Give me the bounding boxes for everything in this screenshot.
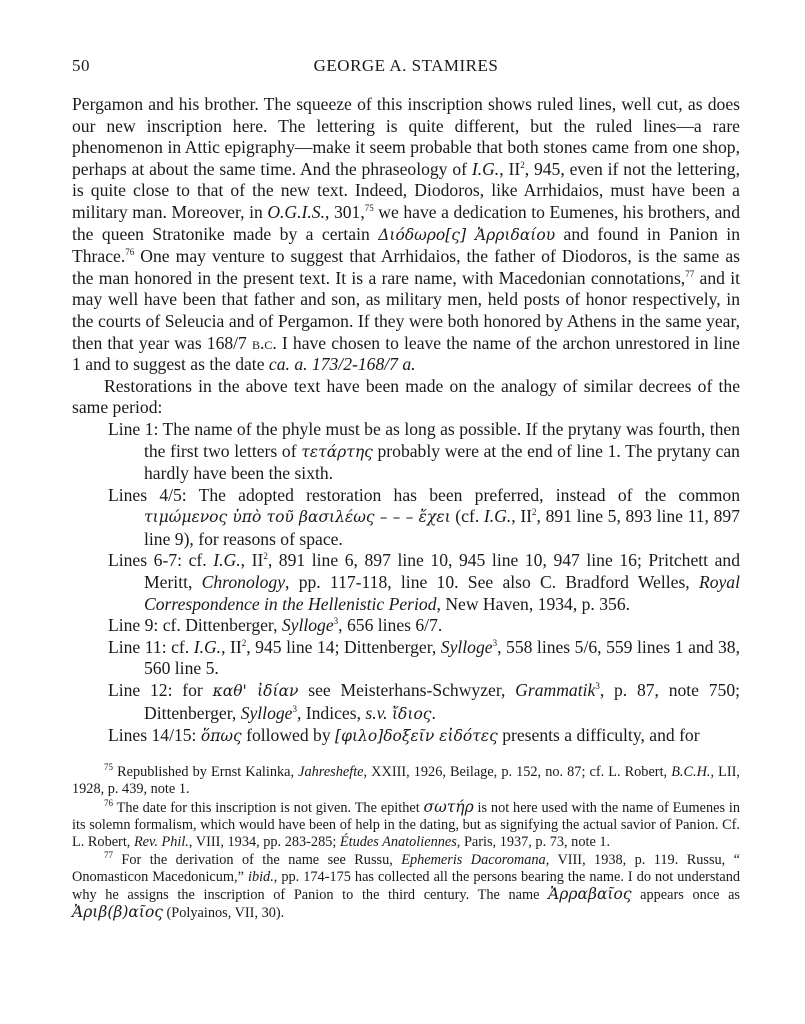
text-run: The date for this inscription is not given. The epithet	[113, 799, 424, 816]
sub-verbo: s.v.	[365, 702, 388, 723]
restoration-line-9	[72, 615, 740, 637]
text-run: for	[172, 680, 213, 701]
greek-text: Ἀρραβαῖος	[548, 884, 632, 903]
citation-ig: I.G.	[213, 550, 241, 571]
restoration-lines-4-5	[72, 485, 740, 551]
text-run: , Paris, 1937, p. 73, note 1.	[456, 833, 611, 850]
text-run: , 945 line 14; Dittenberger,	[246, 636, 441, 657]
text-run: and found in Panion in Thrace.	[72, 223, 740, 267]
restoration-label: Line 12:	[108, 680, 173, 701]
citation-rev-phil: Rev. Phil.	[133, 833, 189, 850]
text-run: , New Haven, 1934, p. 356.	[436, 593, 631, 614]
restoration-line-11	[72, 637, 740, 680]
text-run: The adopted restoration has been preferred, instead of the common	[186, 484, 740, 505]
restoration-label: Line 11:	[108, 636, 167, 657]
citation-sylloge: Sylloge	[281, 615, 334, 636]
restoration-label: Lines 6-7:	[108, 550, 183, 571]
superscript: 3	[333, 616, 339, 627]
text-run: , pp. 117-118, line 10. See also C. Bradford Welles,	[285, 572, 699, 593]
restorations-list	[72, 419, 740, 748]
text-run: , Indices,	[296, 702, 366, 723]
greek-text: [φιλο]δοξεῖν εἰδότες	[335, 727, 498, 746]
superscript: 3	[492, 637, 498, 648]
text-run: (cf.	[450, 506, 484, 527]
text-run: I have chosen to leave the name of the archon unrestored in line 1 and to suggest as the date	[72, 332, 740, 375]
text-run: .	[431, 702, 436, 723]
restoration-label: Lines 14/15:	[108, 725, 197, 746]
text-run: , LII, 1928, p. 439, note 1.	[72, 763, 740, 797]
greek-text: Ἀριβ(β)αῖος	[72, 902, 163, 921]
date-range: ca. a. 173/2-168/7 a.	[268, 354, 416, 375]
superscript: 2	[263, 551, 268, 562]
text-run: , II	[240, 550, 264, 571]
text-run: probably were at the end of line 1. The prytany can hardly have been the sixth.	[144, 440, 740, 484]
ibid: ibid.	[247, 868, 274, 885]
text-run: see Meisterhans-Schwyzer,	[298, 680, 516, 701]
footnote-number: 75	[104, 762, 113, 773]
greek-text: σωτήρ	[423, 797, 474, 816]
superscript: 3	[292, 703, 297, 714]
citation-ephemeris: Ephemeris Dacoromana	[401, 851, 546, 868]
text-run: and it may well have been that father and son, as military men, held posts of honor respectively, in the courts of Seleucia and of Pergamon. If they were both honored by Athens in the same year, then that year was 168/7	[72, 267, 740, 353]
body-text	[72, 94, 740, 419]
text-run: , pp. 174-175 has collected all the persons bearing the name. I do not understand why he assigns the inscription of Panion to the third century. The name	[72, 868, 741, 903]
citation-sylloge: Sylloge	[240, 702, 293, 723]
footnote-ref-76: 76	[125, 247, 135, 258]
text-run: presents a difficulty, and for	[497, 725, 700, 746]
text-run: , 945, even if not the lettering, is quite close to that of the new text. Indeed, Diodoros, like Arrhidaios, must have been a military man. Moreover, in	[72, 158, 740, 222]
citation-chronology: Chronology	[201, 572, 286, 593]
text-run: , II	[511, 506, 533, 527]
greek-text: καθ' ἰδίαν	[212, 682, 299, 701]
text-run: The name of the phyle must be as long as possible. If the prytany was fourth, then the first two letters of	[144, 418, 740, 461]
greek-text: τιμώμενος ὑπὸ τοῦ βασιλέως – – – ἔχει	[144, 508, 451, 527]
text-run: , VIII, 1938, p. 119. Russu, “ Onomasticon Macedonicum,”	[72, 851, 741, 885]
footnote-number: 76	[104, 798, 113, 809]
greek-text: τετάρτης	[301, 442, 373, 461]
citation-etudes-anatoliennes: Études Anatoliennes	[339, 833, 457, 850]
text-run: , XXIII, 1926, Beilage, p. 152, no. 87; cf. L. Robert,	[363, 763, 672, 780]
text-run: (Polyainos, VII, 30).	[162, 904, 285, 921]
superscript: 3	[595, 681, 600, 692]
citation-ogis: O.G.I.S.	[267, 201, 325, 222]
page	[72, 56, 740, 923]
greek-text: Διόδωρο[ς] Ἀρριδαίου	[378, 225, 556, 244]
footnote-76	[72, 799, 740, 851]
citation-ig: I.G.	[471, 158, 500, 179]
footnote-ref-77: 77	[685, 268, 695, 279]
footnote-75	[72, 764, 740, 798]
greek-text: ὅπως	[200, 727, 242, 746]
text-run: For the derivation of the name see Russu,	[113, 851, 402, 868]
restoration-label: Line 9:	[108, 615, 159, 636]
text-run: , VIII, 1934, pp. 283-285;	[188, 833, 340, 850]
restoration-line-12	[72, 680, 740, 725]
text-run: Republished by Ernst Kalinka,	[113, 763, 299, 780]
text-run: , 301,	[325, 201, 365, 222]
paragraph-1	[72, 94, 740, 376]
footnote-number: 77	[104, 850, 113, 861]
running-title: GEORGE A. STAMIRES	[313, 56, 499, 75]
citation-grammatik: Grammatik	[515, 680, 596, 701]
text-run: , II	[221, 636, 242, 657]
text-run: is not here used with the name of Eumenes in its solemn formalism, which would have been of help in the dating, but as signifying the actual savior of Panion. Cf. L. Robert,	[72, 799, 741, 850]
text-run: , 891 line 6, 897 line 10, 945 line 10, 947 line 16; Pritchett and Meritt,	[144, 550, 741, 593]
text-run: One may venture to suggest that Arrhidaios, the father of Diodoros, is the same as the man honored in the present text. It is a rare name, with Macedonian connotations,	[72, 246, 740, 288]
superscript: 2	[241, 637, 247, 648]
restoration-line-1	[72, 419, 740, 485]
running-head	[72, 56, 740, 80]
citation-ig: I.G.	[193, 636, 222, 657]
superscript: 2	[532, 507, 537, 518]
era-bc: b.c.	[251, 332, 277, 353]
text-run: cf. Dittenberger,	[158, 615, 282, 636]
footnote-ref-75: 75	[364, 203, 374, 214]
text-run: , 558 lines 5/6, 559 lines 1 and 38, 560 line 5.	[144, 636, 740, 679]
citation-bch: B.C.H.	[671, 763, 711, 780]
restoration-lines-6-7	[72, 550, 740, 615]
page-number: 50	[72, 56, 90, 75]
citation-jahreshefte: Jahreshefte	[298, 763, 364, 780]
citation-sylloge: Sylloge	[440, 636, 493, 657]
restoration-lines-14-15	[72, 725, 740, 748]
superscript: 2	[520, 159, 525, 170]
text-run: appears once as	[631, 886, 740, 903]
citation-ig: I.G.	[483, 506, 512, 527]
paragraph-2: Restorations in the above text have been made on the analogy of similar decrees of the same period:	[72, 375, 740, 418]
citation-royal-correspondence: Royal Correspondence in the Hellenistic Period	[144, 572, 740, 614]
text-run: , 891 line 5, 893 line 11, 897 line 9), for reasons of space.	[144, 506, 740, 549]
text-run: , p. 87, note 750; Dittenberger,	[144, 680, 741, 723]
text-run: , 656 lines 6/7.	[338, 615, 443, 636]
text-run: cf.	[166, 636, 194, 657]
text-run: cf.	[182, 550, 214, 571]
text-run: Pergamon and his brother. The squeeze of this inscription shows ruled lines, well cut, as does our new inscription here. The lettering is quite different, but the ruled lines—a rare phenomenon in Attic epigraphy—make it seem probable that both stones came from one shop, perhaps at about the same time. And the phraseology of	[72, 94, 740, 179]
text-run: we have a dedication to Eumenes, his brothers, and the queen Stratonike made by a certain	[72, 201, 740, 244]
footnote-77	[72, 852, 740, 922]
restoration-label: Line 1:	[108, 418, 159, 439]
greek-text: ἴδιος	[391, 704, 432, 723]
restoration-label: Lines 4/5:	[108, 484, 187, 505]
text-run: , II	[499, 158, 521, 179]
text-run: followed by	[241, 725, 336, 746]
footnotes	[72, 764, 740, 922]
